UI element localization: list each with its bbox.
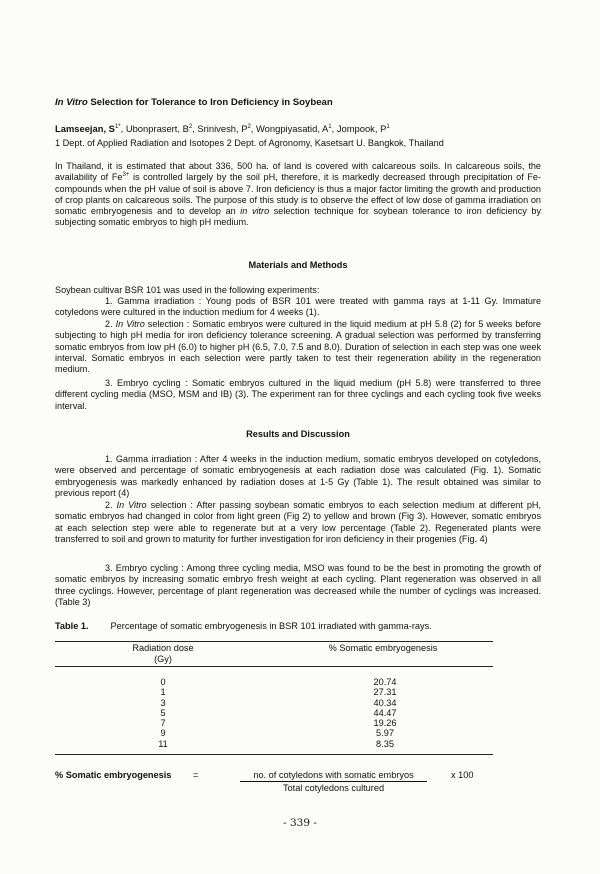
intro-italic: in vitro bbox=[240, 206, 270, 217]
table-col1-header bbox=[113, 643, 213, 664]
author-list bbox=[55, 123, 390, 134]
intro-superscript: 3+ bbox=[122, 172, 130, 179]
table-label: Table 1. bbox=[55, 621, 89, 631]
table-dose-cell: 11 bbox=[158, 738, 168, 749]
author-2-sup: 2 bbox=[188, 123, 193, 130]
table-dose-cell: 9 bbox=[160, 728, 166, 739]
results-item-2-num: 2. bbox=[105, 500, 117, 510]
results-item-2-italic: In Vitro bbox=[116, 500, 147, 510]
results-item-3: 3. Embryo cycling : Among three cycling media, MSO was found to be the best in promoting the growth of somatic embryos by increasing somatic embryo fresh weight at each cycling. Plant regeneration was observed in all three cyclings. However, percentage of plant regeneration was decreased while the number of cyclings was increased. (Table 3) bbox=[55, 563, 541, 607]
methods-intro: Soybean cultivar BSR 101 was used in the following experiments: bbox=[55, 285, 320, 295]
table-value-cell: 44.47 bbox=[373, 707, 397, 718]
methods-item-2-num: 2. bbox=[105, 319, 116, 329]
author-3-sup: 2 bbox=[247, 123, 251, 130]
table-dose-cell: 3 bbox=[160, 697, 166, 708]
table-value-cell: 19.26 bbox=[373, 718, 397, 729]
table-bottom-rule bbox=[55, 754, 493, 755]
table-col2-header: % Somatic embryogenesis bbox=[328, 643, 438, 653]
author-5-sup: 1 bbox=[386, 123, 390, 130]
methods-item-2-italic: In Vitro bbox=[115, 319, 145, 329]
methods-item-2 bbox=[55, 319, 541, 375]
author-4-sup: 1 bbox=[328, 123, 332, 130]
formula-multiplier: x 100 bbox=[451, 770, 474, 780]
dose-column bbox=[133, 677, 193, 749]
results-item-2-rest: selection : After passing soybean somatic embryos to each selection medium at different pH, somatic embryos had changed in color from light green (Fig 2) to yellow and brown (Fig 3). However, somatic embryos at each selection step were able to regenerate but at a very low percentage (Table 2). Regenerated plants were transferred to soil and grown to maturity for further investigation for iron deficiency in their progenies (Fig. 4) bbox=[55, 500, 541, 544]
col1-header-line2: (Gy) bbox=[154, 653, 172, 664]
first-author: Lamseejan, S bbox=[55, 123, 115, 134]
title-rest: Selection for Tolerance to Iron Deficiency in Soybean bbox=[87, 97, 333, 108]
methods-item-3: 3. Embryo cycling : Somatic embryos cultured in the liquid medium (pH 5.8) were transferred to three different cycling media (MSO, MSM and IB) (3). The experiment ran for three cyclings and each cycling took five weeks interval. bbox=[55, 378, 541, 411]
table-value-cell: 20.74 bbox=[373, 677, 397, 687]
results-heading: Results and Discussion bbox=[246, 429, 350, 439]
intro-part-a: In Thailand, it is estimated that about 336, 500 ha. of land is covered with calcareous soils. In calcareous soils, the availability of Fe bbox=[55, 161, 541, 183]
author-2: , Ubonprasert, B bbox=[120, 123, 189, 134]
table-value-cell: 5.97 bbox=[376, 728, 394, 739]
table-dose-cell: 5 bbox=[160, 707, 166, 718]
results-item-1: 1. Gamma irradiation : After 4 weeks in the induction medium, somatic embryos developed on cotyledons, were observed and percentage of somatic embryogenesis at each radiation dose was calculated (Fig. 1). Somatic embryogenesis was markedly enhanced by radiation doses at 1-5 Gy (Table 1). The result obtained was similar to previous report (4) bbox=[55, 454, 541, 498]
table-dose-cell: 0 bbox=[160, 677, 166, 687]
formula-denominator: Total cotyledons cultured bbox=[282, 783, 385, 793]
table-caption-text: Percentage of somatic embryogenesis in BSR 101 irradiated with gamma-rays. bbox=[110, 621, 432, 631]
value-column bbox=[345, 677, 425, 749]
col1-header-line1: Radiation dose bbox=[132, 643, 194, 653]
author-5: , Jompook, P bbox=[331, 123, 387, 134]
table-value-cell: 8.35 bbox=[376, 738, 394, 749]
methods-heading: Materials and Methods bbox=[248, 260, 348, 270]
author-3: , Srinivesh, P bbox=[192, 123, 248, 134]
first-author-sup: 1* bbox=[114, 123, 121, 130]
methods-item-2-rest: selection : Somatic embryos were cultured in the liquid medium at pH 5.8 (2) for 5 weeks before subjecting to high pH media for iron deficiency tolerance screening. A gradual selection was performed by transferring somatic embryos from low pH (6.0) to higher pH (6.5, 7.0, 7.5 and 8.0). Duration of selection in each step was one week interval. Somatic embryos in each selection were partly taken to test their regeneration ability in the regeneration medium. bbox=[55, 319, 541, 375]
intro-part-d: selection technique for soybean tolerance to iron deficiency by subjecting somatic embryos to high pH medium. bbox=[55, 206, 541, 228]
table-dose-cell: 7 bbox=[160, 718, 166, 729]
results-item-2 bbox=[55, 500, 541, 545]
table-value-cell: 27.31 bbox=[373, 687, 397, 698]
title-italic: In Vitro bbox=[55, 97, 88, 108]
formula-equals: = bbox=[193, 770, 199, 780]
author-4: , Wongpiyasatid, A bbox=[250, 123, 329, 134]
paper-title bbox=[55, 97, 333, 108]
affiliation: 1 Dept. of Applied Radiation and Isotopes 2 Dept. of Agronomy, Kasetsart U. Bangkok, Thailand bbox=[55, 138, 444, 148]
intro-part-b: is controlled largely by the soil pH, therefore, it is markedly decreased through precipitation of Fe-compounds when the pH value of soil is above 7. Iron deficiency is thus a major factor limiting the growth and production of crop plants on calcareous soils. The purpose of this study is to observe the effect of low dose of gamma irradiation on somatic embryogenesis and to develop an bbox=[55, 172, 542, 217]
table-dose-cell: 1 bbox=[160, 687, 166, 698]
table-top-rule bbox=[55, 641, 493, 642]
methods-item-1: 1. Gamma irradiation : Young pods of BSR 101 were treated with gamma rays at 1-11 Gy. Immature cotyledons were cultured in the induction medium for 4 weeks (1). bbox=[55, 296, 541, 318]
table-caption bbox=[55, 621, 432, 631]
formula-numerator: no. of cotyledons with somatic embryos bbox=[240, 770, 427, 782]
intro-paragraph bbox=[55, 161, 541, 229]
table-value-cell: 40.34 bbox=[373, 697, 397, 708]
page-number: - 339 - bbox=[283, 817, 317, 829]
table-header-rule bbox=[55, 666, 493, 667]
formula-lhs: % Somatic embryogenesis bbox=[55, 770, 172, 780]
